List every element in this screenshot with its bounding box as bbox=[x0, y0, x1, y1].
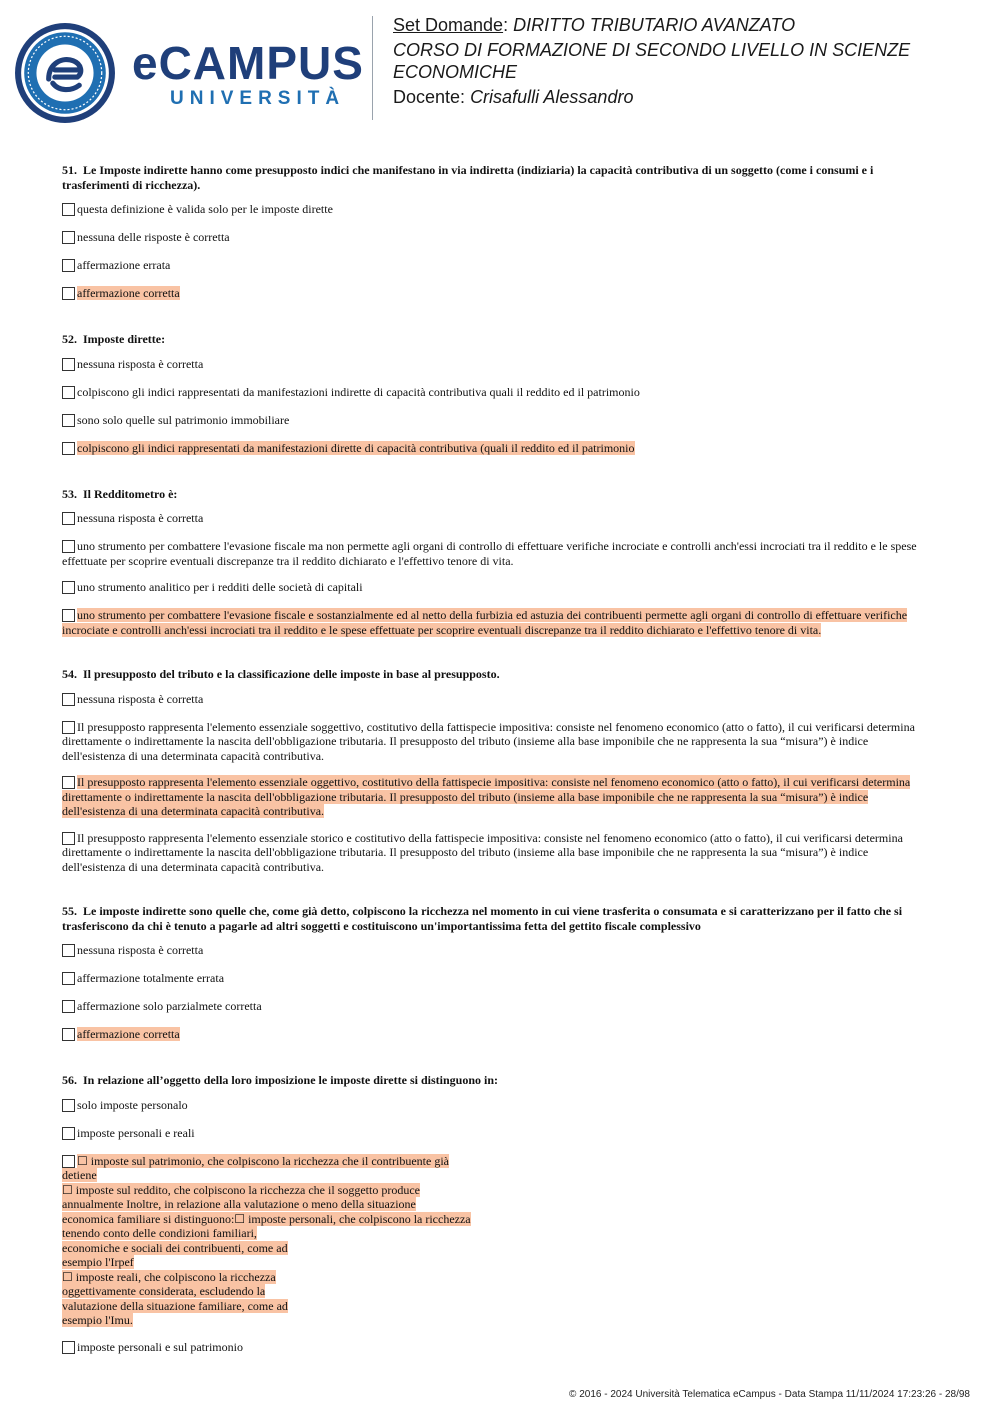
checkbox-icon[interactable] bbox=[62, 832, 75, 845]
question-spacer bbox=[62, 649, 932, 667]
answer-option[interactable] bbox=[62, 258, 932, 274]
checkbox-icon[interactable] bbox=[62, 1000, 75, 1013]
answer-option-correct[interactable] bbox=[62, 286, 932, 302]
answer-text: uno strumento analitico per i redditi delle società di capitali bbox=[77, 580, 363, 594]
logo-wordmark bbox=[132, 37, 364, 110]
question-label: Le Imposte indirette hanno come presupposto indici che manifestano in via indiretta (indiziaria) la capacità contributiva di un soggetto (come i consumi e i trasferimenti di ricchezza). bbox=[62, 163, 874, 192]
answer-line: esempio l'Irpef bbox=[62, 1255, 134, 1269]
answer-text: affermazione errata bbox=[77, 258, 171, 272]
missing-glyph-icon: ☐ bbox=[62, 1269, 73, 1284]
answer-option[interactable] bbox=[62, 202, 932, 218]
checkbox-icon[interactable] bbox=[62, 358, 75, 371]
answer-option-correct[interactable] bbox=[62, 608, 932, 637]
checkbox-icon[interactable] bbox=[62, 1127, 75, 1140]
checkbox-icon[interactable] bbox=[62, 259, 75, 272]
answer-text: nessuna delle risposte è corretta bbox=[77, 230, 230, 244]
question-text bbox=[62, 904, 932, 933]
answer-option[interactable] bbox=[62, 413, 932, 429]
answer-text: affermazione corretta bbox=[77, 286, 180, 300]
question-number: 55. bbox=[62, 904, 77, 918]
set-label: Set Domande bbox=[393, 15, 504, 35]
header-divider bbox=[372, 16, 373, 120]
question-spacer bbox=[62, 314, 932, 332]
answer-option-correct[interactable] bbox=[62, 1154, 932, 1328]
checkbox-icon[interactable] bbox=[62, 1028, 75, 1041]
checkbox-icon[interactable] bbox=[62, 386, 75, 399]
set-title-row: Set Domande: DIRITTO TRIBUTARIO AVANZATO bbox=[393, 15, 796, 35]
checkbox-icon[interactable] bbox=[62, 1099, 75, 1112]
checkbox-icon[interactable] bbox=[62, 231, 75, 244]
answer-text: affermazione totalmente errata bbox=[77, 971, 225, 985]
question-block bbox=[62, 487, 932, 668]
answer-text: uno strumento per combattere l'evasione fiscale ma non permette agli organi di controllo di effettuare verifiche incrociate e controlli anch'essi incrociati tra il reddito e le spese effettuate per scoprire eventuali discrepanze tra il reddito dichiarato e l'effettivo tenore di vita. bbox=[62, 539, 917, 568]
checkbox-icon[interactable] bbox=[62, 442, 75, 455]
question-text bbox=[62, 163, 932, 192]
answer-text: nessuna risposta è corretta bbox=[77, 511, 204, 525]
answer-option[interactable] bbox=[62, 720, 932, 764]
question-label: In relazione all’oggetto della loro imposizione le imposte dirette si distinguono in: bbox=[83, 1073, 498, 1087]
answer-option[interactable] bbox=[62, 539, 932, 568]
checkbox-icon[interactable] bbox=[62, 972, 75, 985]
answer-text: Il presupposto rappresenta l'elemento essenziale storico e costitutivo della fattispecie impositiva: consiste nel fenomeno economico (atto o fatto), il cui verificarsi determina direttamente o indirettamente la nascita dell'obbligazione tributaria. Il presupposto del tributo (insieme alla base imponibile che ne rappresenta la sua “misura”) è indice dell'esistenza di una determinata capacità contributiva. bbox=[62, 830, 903, 874]
answer-text: colpiscono gli indici rappresentati da manifestazioni indirette di capacità contributiva quali il reddito ed il patrimonio bbox=[77, 384, 640, 399]
logo-brand: eCAMPUS bbox=[132, 37, 364, 89]
checkbox-icon[interactable] bbox=[62, 609, 75, 622]
answer-line: valutazione della situazione familiare, come ad bbox=[62, 1298, 288, 1313]
set-title: DIRITTO TRIBUTARIO AVANZATO bbox=[513, 15, 796, 35]
docente-label: Docente: bbox=[393, 87, 466, 107]
checkbox-icon[interactable] bbox=[62, 721, 75, 734]
checkbox-icon[interactable] bbox=[62, 414, 75, 427]
answer-option[interactable] bbox=[62, 943, 932, 959]
answer-line: ☐ imposte sul reddito, che colpiscono la ricchezza che il soggetto produce bbox=[62, 1182, 420, 1197]
answer-text: colpiscono gli indici rappresentati da manifestazioni dirette di capacità contributiva (quali il reddito ed il patrimonio bbox=[77, 440, 635, 455]
answer-text: questa definizione è valida solo per le imposte dirette bbox=[77, 202, 333, 216]
question-label: Il presupposto del tributo e la classificazione delle imposte in base al presupposto. bbox=[83, 667, 500, 681]
answer-option[interactable] bbox=[62, 385, 932, 401]
checkbox-icon[interactable] bbox=[62, 581, 75, 594]
question-spacer bbox=[62, 886, 932, 904]
answer-line: ☐ imposte sul patrimonio, che colpiscono la ricchezza che il contribuente già bbox=[77, 1153, 449, 1168]
answer-text: solo imposte personalo bbox=[77, 1097, 188, 1112]
question-label: Il Redditometro è: bbox=[83, 486, 178, 501]
checkbox-icon[interactable] bbox=[62, 1155, 75, 1168]
question-block bbox=[62, 163, 932, 332]
answer-text: imposte personali e sul patrimonio bbox=[77, 1339, 243, 1354]
answer-line: oggettivamente considerata, escludendo la bbox=[62, 1284, 266, 1298]
question-spacer bbox=[62, 469, 932, 487]
answer-line: annualmente Inoltre, in relazione alla valutazione o meno della situazione bbox=[62, 1197, 416, 1211]
answer-line: detiene bbox=[62, 1168, 97, 1182]
answer-option-correct[interactable] bbox=[62, 441, 932, 457]
answer-option-correct[interactable] bbox=[62, 1027, 932, 1043]
answer-option[interactable] bbox=[62, 971, 932, 987]
answer-text: sono solo quelle sul patrimonio immobiliare bbox=[77, 412, 290, 427]
checkbox-icon[interactable] bbox=[62, 693, 75, 706]
answer-text: affermazione solo parzialmete corretta bbox=[77, 999, 262, 1013]
checkbox-icon[interactable] bbox=[62, 1341, 75, 1354]
answer-text: nessuna risposta è corretta bbox=[77, 691, 204, 706]
header-info bbox=[393, 14, 983, 111]
question-number: 52. bbox=[62, 332, 77, 346]
question-number: 51. bbox=[62, 163, 77, 177]
answer-line: ☐ imposte personali, che colpiscono la ricchezza bbox=[234, 1211, 471, 1226]
questions-list bbox=[62, 163, 932, 1386]
question-text bbox=[62, 667, 932, 682]
answer-line: tenendo conto delle condizioni familiari, bbox=[62, 1226, 257, 1240]
checkbox-icon[interactable] bbox=[62, 203, 75, 216]
checkbox-icon[interactable] bbox=[62, 512, 75, 525]
answer-text: nessuna risposta è corretta bbox=[77, 356, 204, 371]
university-seal-icon bbox=[14, 22, 116, 124]
checkbox-icon[interactable] bbox=[62, 944, 75, 957]
course-row bbox=[393, 39, 983, 83]
ecampus-logo bbox=[14, 18, 364, 120]
answer-option[interactable] bbox=[62, 1098, 932, 1114]
question-text bbox=[62, 487, 932, 502]
page-footer: © 2016 - 2024 Università Telematica eCampus - Data Stampa 11/11/2024 17:23:26 - 28/98 bbox=[569, 1389, 970, 1400]
question-text bbox=[62, 332, 932, 347]
question-block bbox=[62, 1073, 932, 1386]
answer-option[interactable] bbox=[62, 692, 932, 708]
answer-option[interactable] bbox=[62, 1126, 932, 1142]
answer-option[interactable] bbox=[62, 831, 932, 875]
answer-option[interactable] bbox=[62, 230, 932, 246]
answer-option[interactable] bbox=[62, 1340, 932, 1356]
answer-multiline bbox=[62, 1154, 471, 1328]
question-spacer bbox=[62, 1368, 932, 1386]
answer-text: imposte personali e reali bbox=[77, 1125, 195, 1140]
question-text bbox=[62, 1073, 932, 1088]
question-number: 54. bbox=[62, 667, 77, 681]
answer-option-correct[interactable] bbox=[62, 775, 932, 819]
answer-option[interactable] bbox=[62, 999, 932, 1015]
answer-text: nessuna risposta è corretta bbox=[77, 943, 204, 957]
checkbox-icon[interactable] bbox=[62, 287, 75, 300]
answer-line: esempio l'Imu. bbox=[62, 1313, 133, 1327]
missing-glyph-icon: ☐ bbox=[234, 1211, 246, 1226]
checkbox-icon[interactable] bbox=[62, 540, 75, 553]
question-number: 56. bbox=[62, 1073, 77, 1087]
answer-line: ☐ imposte reali, che colpiscono la ricchezza bbox=[62, 1269, 276, 1284]
logo-subtitle: UNIVERSITÀ bbox=[170, 88, 346, 109]
answer-option[interactable] bbox=[62, 580, 932, 596]
question-label: Le imposte indirette sono quelle che, come già detto, colpiscono la ricchezza nel momento in cui viene trasferita o consumata e si caratterizzano per il fatto che si trasferiscono da chi è tenuto a pagarle ad altri soggetti e costituiscono un'importantissima fetta del gettito fiscale complessivo bbox=[62, 904, 903, 933]
answer-line: economica familiare si distinguono: bbox=[62, 1211, 235, 1226]
question-spacer bbox=[62, 1055, 932, 1073]
question-number: 53. bbox=[62, 486, 77, 501]
question-block bbox=[62, 904, 932, 1073]
answer-text: uno strumento per combattere l'evasione fiscale e sostanzialmente ed al netto della furbizia ed astuzia dei contribuenti permette agli organi di controllo di effettuare verifiche incrociate e controlli anch'essi incrociati tra il reddito e le spese effettuate per scoprire eventuali discrepanze tra il reddito dichiarato e l'effettivo tenore di vita. bbox=[62, 608, 908, 637]
docente-name: Crisafulli Alessandro bbox=[470, 87, 634, 107]
answer-text: Il presupposto rappresenta l'elemento essenziale oggettivo, costitutivo della fattispecie impositiva: consiste nel fenomeno economico (atto o fatto), il cui verificarsi determina direttamente o indirettamente la nascita dell'obbligazione tributaria. Il presupposto del tributo (insieme alla base imponibile che ne rappresenta la sua “misura”) è indice dell'esistenza di una determinata capacità contributiva. bbox=[62, 775, 911, 818]
answer-option[interactable] bbox=[62, 511, 932, 527]
answer-line: economiche e sociali dei contribuenti, come ad bbox=[62, 1240, 288, 1255]
answer-text: Il presupposto rappresenta l'elemento essenziale soggettivo, costitutivo della fattispecie impositiva: consiste nel fenomeno economico (atto o fatto), il cui verificarsi determina direttamente o indirettamente la nascita dell'obbligazione tributaria. Il presupposto del tributo (insieme alla base imponibile che ne rappresenta la sua “misura”) è indice dell'esistenza di una determinata capacità contributiva. bbox=[62, 719, 915, 763]
question-block bbox=[62, 332, 932, 487]
course-title: CORSO DI FORMAZIONE DI SECONDO LIVELLO IN SCIENZE ECONOMICHE bbox=[393, 40, 911, 82]
answer-text: affermazione corretta bbox=[77, 1027, 180, 1041]
missing-glyph-icon: ☐ bbox=[77, 1153, 88, 1168]
answer-option[interactable] bbox=[62, 357, 932, 373]
checkbox-icon[interactable] bbox=[62, 776, 75, 789]
question-label: Imposte dirette: bbox=[83, 332, 166, 346]
docente-row bbox=[393, 86, 983, 108]
missing-glyph-icon: ☐ bbox=[62, 1182, 73, 1197]
question-block bbox=[62, 667, 932, 904]
